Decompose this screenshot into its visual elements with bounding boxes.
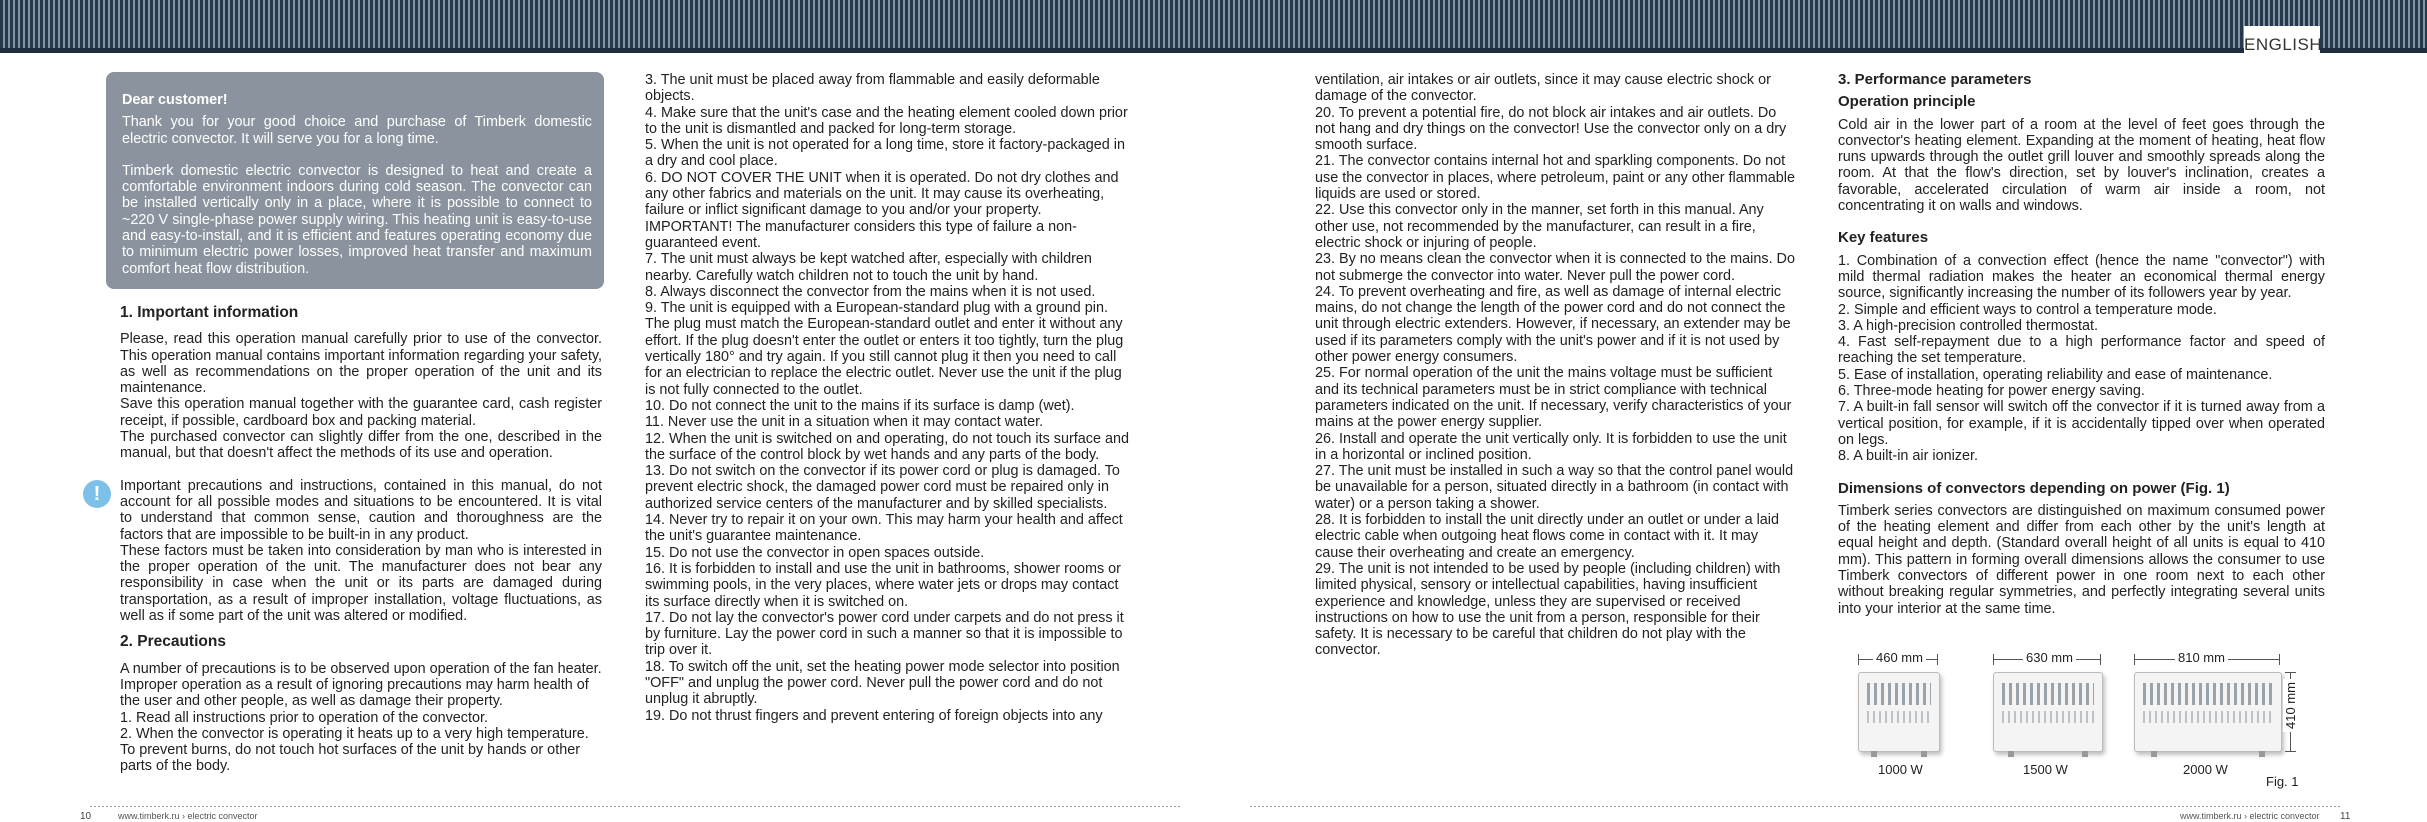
paragraph: These factors must be taken into consideration by man who is interested in the proper operation of the unit. The manufacturer does not bear any responsibility in case when the unit or its parts are damaged during transportation, as a result of improper installation, voltage fluctuations, as well as if some part of the unit was altered or modified. xyxy=(120,542,602,625)
list-item: 5. When the unit is not operated for a long time, store it factory-packaged in a dry and cool place. xyxy=(645,137,1125,170)
column-1 xyxy=(93,72,602,775)
list-item: 4. Fast self-repayment due to a high performance factor and speed of reaching the set temperature. xyxy=(1838,334,2325,367)
list-item: 18. To switch off the unit, set the heating power mode selector into position "OFF" and unplug the power cord. Never pull the power cord and do not unplug it abruptly. xyxy=(645,658,1120,708)
list-item: 4. Make sure that the unit's case and the heating element cooled down prior to the unit is dismantled and packed for long-term storage. xyxy=(645,104,1128,137)
intro-paragraph: Thank you for your good choice and purchase of Timberk domestic electric convector. It will serve you for a long time. xyxy=(122,114,592,147)
exclamation-icon: ! xyxy=(83,480,111,508)
power-label: 1500 W xyxy=(2023,762,2068,777)
width-label: 630 mm xyxy=(2023,650,2076,665)
list-item: 2. Simple and efficient ways to control a temperature mode. xyxy=(1838,301,2217,318)
footer-url-left: www.timberk.ru › electric convector xyxy=(118,811,258,821)
list-item: 2. When the convector is operating it heats up to a very high temperature. To prevent burns, do not touch hot surfaces of the unit by hands or other parts of the body. xyxy=(120,725,589,775)
header-stripe-band xyxy=(0,0,2427,52)
features-list xyxy=(1838,253,2325,465)
figure-caption: Fig. 1 xyxy=(2266,774,2299,789)
dimensions-figure xyxy=(1838,648,2325,790)
convector-1500w-image xyxy=(1993,672,2103,752)
paragraph: A number of precautions is to be observed upon operation of the fan heater. Improper operation as a result of ignoring precautions may harm health of the user and other people, as well as damage their property. xyxy=(120,660,602,710)
convector-2000w-image xyxy=(2134,672,2282,752)
footer-divider xyxy=(90,806,1180,807)
list-item: IMPORTANT! The manufacturer considers this type of failure a non-guaranteed event. xyxy=(645,218,1077,251)
width-label: 810 mm xyxy=(2175,650,2228,665)
list-item: 3. The unit must be placed away from flammable and easily deformable objects. xyxy=(645,72,1100,105)
paragraph: Please, read this operation manual carefully prior to use of the convector. This operation manual contains important information regarding your safety, as well as recommendations on the proper operation of the unit and its maintenance. xyxy=(120,331,602,397)
list-item: 11. Never use the unit in a situation when it may contact water. xyxy=(645,414,1044,431)
paragraph: The purchased convector can slightly differ from the one, described in the manual, but that doesn't affect the methods of its use and operation. xyxy=(120,429,602,462)
list-item: 1. Combination of a convection effect (hence the name "convector") with mild thermal radiation makes the heater an economical thermal energy source, significantly increasing the number of its followers year by year. xyxy=(1838,252,2325,302)
list-item: 24. To prevent overheating and fire, as well as damage of internal electric mains, do not change the length of the power cord and do not connect the unit through electric extenders. However, if necessary, an extender may be used if its parameters comply with the unit's power and if it is not used by other power energy consumers. xyxy=(1315,283,1791,366)
list-item: 23. By no means clean the convector when it is connected to the mains. Do not submerge the convector into water. Never pull the power cord. xyxy=(1315,251,1795,284)
list-item: 29. The unit is not intended to be used by people (including children) with limited physical, sensory or intellectual capabilities, having insufficient experience and knowledge, unless they are supervised or received instructions on how to use the unit from a person, responsible for their safety. It is necessary to be careful that children do not play with the convector. xyxy=(1315,560,1781,659)
paragraph: Save this operation manual together with the guarantee card, cash register receipt, if possible, cardboard box and packing material. xyxy=(120,396,602,429)
list-item: ventilation, air intakes or air outlets, since it may cause electric shock or damage of the convector. xyxy=(1315,72,1771,105)
list-item: 7. The unit must always be kept watched after, especially with children nearby. Carefully watch children not to touch the unit by hand. xyxy=(645,251,1092,284)
list-item: 20. To prevent a potential fire, do not block air intakes and air outlets. Do not hang and dry things on the convector! Use the convector only on a dry smooth surface. xyxy=(1315,104,1787,154)
column-3 xyxy=(1315,72,1800,659)
list-item: 10. Do not connect the unit to the mains if its surface is damp (wet). xyxy=(645,397,1075,414)
list-item: 6. DO NOT COVER THE UNIT when it is operated. Do not dry clothes and any other fabrics and materials on the unit. It may cause its overheating, failure or inflict significant damage to you and/or your property. xyxy=(645,169,1119,219)
list-item: 5. Ease of installation, operating reliability and ease of maintenance. xyxy=(1838,366,2273,383)
warning-block xyxy=(93,477,602,625)
list-item: 19. Do not thrust fingers and prevent entering of foreign objects into any xyxy=(645,707,1103,724)
intro-paragraph: Timberk domestic electric convector is designed to heat and create a comfortable environment indoors during cold season. The convector can be installed vertically only in a place, where it is possible to connect to ~220 V single-phase power supply wiring. This heating unit is easy-to-use and easy-to-install, and it is efficient and features operating economy due to minimum electric power losses, improved heat transfer and maximum comfort heat flow distribution. xyxy=(122,162,592,277)
list-item: 12. When the unit is switched on and operating, do not touch its surface and the surface of the control block by wet hands and any parts of the body. xyxy=(645,430,1129,463)
list-item: 13. Do not switch on the convector if its power cord or plug is damaged. To prevent electric shock, the damaged power cord must be repaired only in authorized service centers of the manufacturer and by skilled specialists. xyxy=(645,463,1120,512)
intro-title: Dear customer! xyxy=(122,92,228,108)
section-2-title: 2. Precautions xyxy=(120,633,226,651)
list-item: 21. The convector contains internal hot and sparkling components. Do not use the convector in places, where petroleum, paint or any other flammable liquids are used or stored. xyxy=(1315,153,1795,203)
list-item: 17. Do not lay the convector's power cord under carpets and do not press it by furniture. Lay the power cord in such a manner so that it is impossible to trip over it. xyxy=(645,609,1124,659)
paragraph: Cold air in the lower part of a room at the level of feet goes through the convector's heating element. Expanding at the moment of heating, heat flow runs upwards through the outlet grill louver and smoothly spreads along the room. At that the flow's direction, set by louver's inclination, creates a favorable, accelerated circulation of warm air inside a room, not concentrating it on walls and windows. xyxy=(1838,116,2325,215)
dimensions-title: Dimensions of convectors depending on power (Fig. 1) xyxy=(1838,479,2230,497)
language-tab: ENGLISH xyxy=(2244,26,2320,58)
paragraph: Important precautions and instructions, contained in this manual, do not account for all possible modes and situations to be encountered. It is vital to understand that common sense, caution and thoroughness are the factors that are impossible to be built-in in any product. xyxy=(120,477,602,543)
column-4 xyxy=(1838,72,2325,617)
intro-box xyxy=(106,72,604,289)
operation-principle-title: Operation principle xyxy=(1838,93,1976,111)
power-label: 2000 W xyxy=(2183,762,2228,777)
list-item: 8. A built-in air ionizer. xyxy=(1838,448,1978,465)
height-label: 410 mm xyxy=(2283,679,2298,732)
list-item: 9. The unit is equipped with a European-standard plug with a ground pin. The plug must match the European-standard outlet and enter it without any effort. If the plug doesn't enter the outlet or enters it too tightly, turn the plug vertically 180° and try again. If you still cannot plug it then you need to call for an electrician to replace the electric outlet. Never use the unit if the plug is not fully connected to the outlet. xyxy=(645,300,1124,398)
page-number-left: 10 xyxy=(80,811,92,822)
paragraph: Timberk series convectors are distinguished on maximum consumed power of the heating element and differ from each other by the unit's length at equal height and depth. (Standard overall height of all units is equal to 410 mm). This pattern in forming overall dimensions allows the consumer to use Timberk convectors of different power in one room next to each other without breaking regular symmetries, and perfectly integrating several units into your interior at the same time. xyxy=(1838,502,2325,617)
list-item: 28. It is forbidden to install the unit directly under an outlet or under a laid electric cable when outgoing heat flows come in contact with it. It may cause their overheating and create an emergency. xyxy=(1315,512,1779,561)
list-item: 15. Do not use the convector in open spaces outside. xyxy=(645,544,985,561)
list-item: 14. Never try to repair it on your own. This may harm your health and affect the unit's guarantee maintenance. xyxy=(645,512,1123,545)
convector-1000w-image xyxy=(1858,672,1940,752)
list-item: 3. A high-precision controlled thermostat. xyxy=(1838,317,2098,334)
list-item: 22. Use this convector only in the manner, set forth in this manual. Any other use, not recommended by the manufacturer, can result in a fire, electric shock or injuring of people. xyxy=(1315,202,1764,251)
list-item: 25. For normal operation of the unit the mains voltage must be sufficient and its technical parameters must be in strict compliance with technical parameters indicated on the unit. If necessary, verify characteristics of your mains at the power energy supplier. xyxy=(1315,365,1792,431)
list-item: 7. A built-in fall sensor will switch off the convector if it is turned away from a vertical position, for example, if it is accidentally tipped over when operated on legs. xyxy=(1838,399,2325,448)
list-item: 1. Read all instructions prior to operation of the convector. xyxy=(120,709,488,726)
width-label: 460 mm xyxy=(1873,650,1926,665)
power-label: 1000 W xyxy=(1878,762,1923,777)
section-1-title: 1. Important information xyxy=(120,303,299,321)
key-features-title: Key features xyxy=(1838,229,1929,247)
section-3-title: 3. Performance parameters xyxy=(1838,71,2032,88)
list-item: 26. Install and operate the unit vertically only. It is forbidden to use the unit in a horizontal or inclined position. xyxy=(1315,430,1787,463)
list-item: 27. The unit must be installed in such a way so that the control panel would be unavailable for a person, situated directly in a bathroom (in contact with water) or a person taking a shower. xyxy=(1315,463,1794,512)
list-item: 6. Three-mode heating for power energy saving. xyxy=(1838,383,2145,400)
list-item: 8. Always disconnect the convector from the mains when it is not used. xyxy=(645,283,1096,300)
footer-url-right: www.timberk.ru › electric convector xyxy=(2180,811,2320,821)
footer-divider xyxy=(1250,806,2340,807)
column-2 xyxy=(645,72,1130,724)
header-stripe-edge xyxy=(0,48,2427,53)
list-item: 16. It is forbidden to install and use the unit in bathrooms, shower rooms or swimming pools, in the very places, where water jets or drops may contact its surface directly when it is switched on. xyxy=(645,560,1121,610)
page-number-right: 11 xyxy=(2340,811,2351,822)
